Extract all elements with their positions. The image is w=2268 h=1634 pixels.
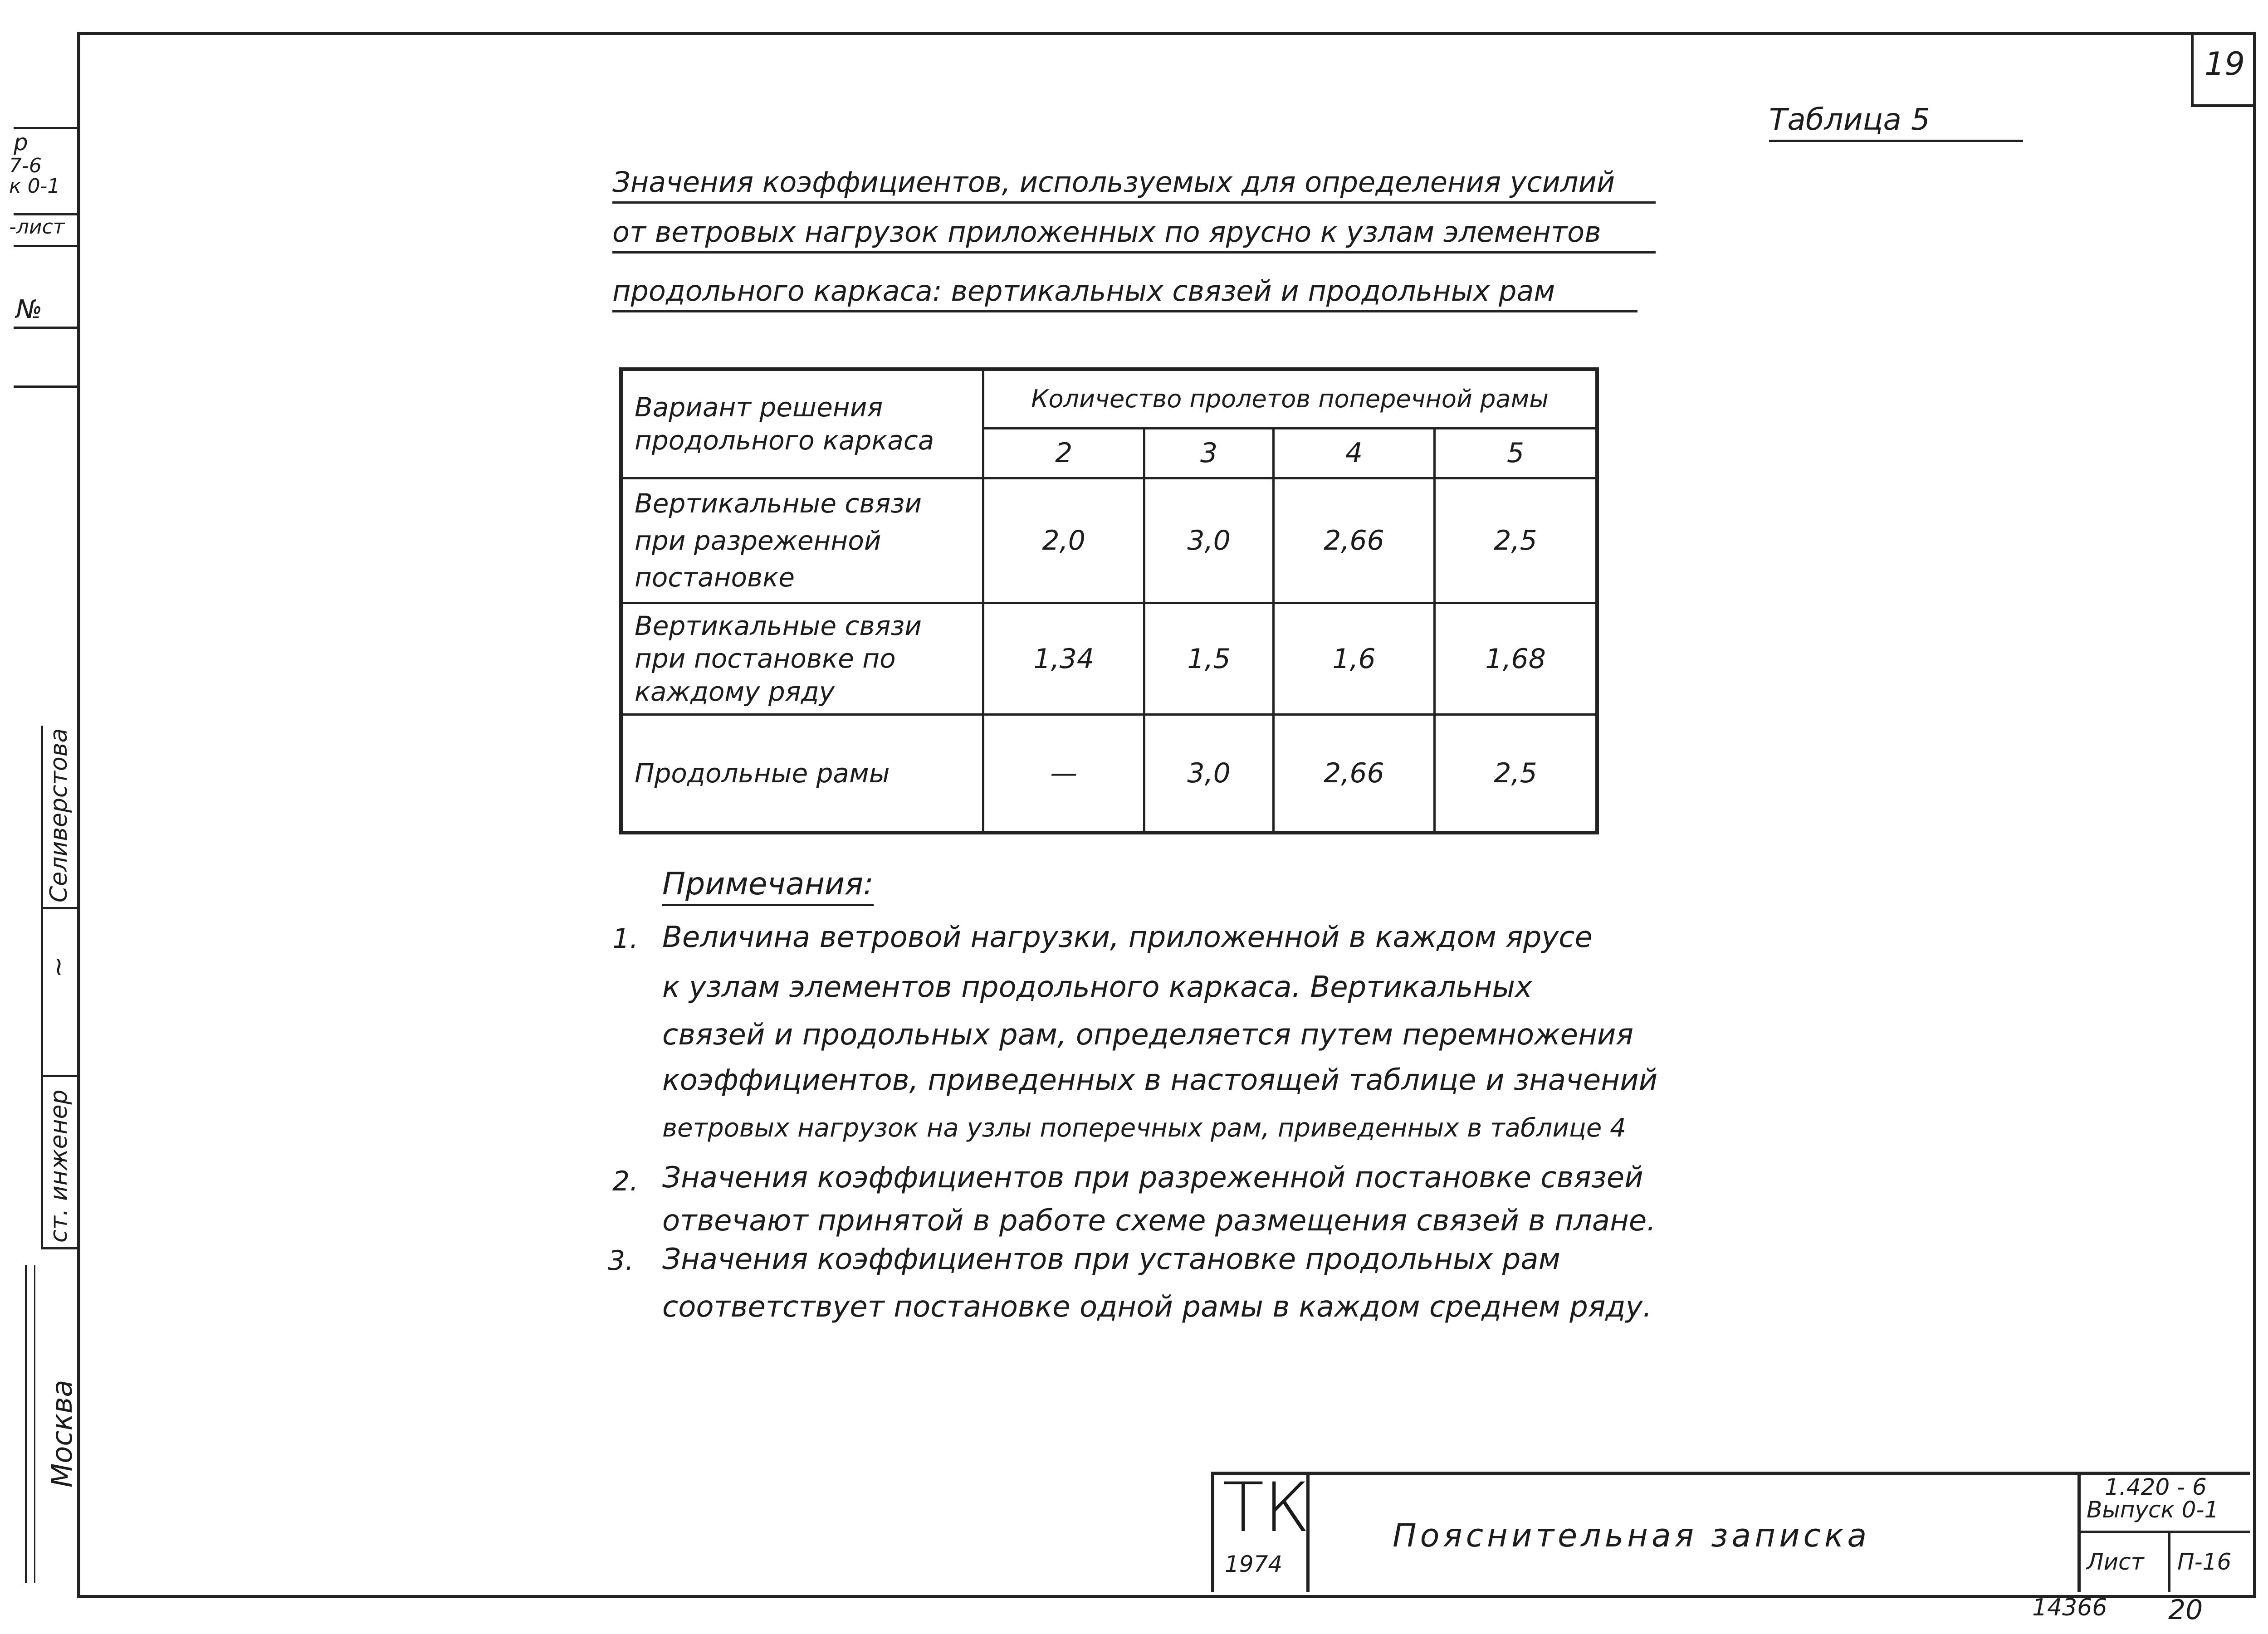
note-number: 2. — [612, 1166, 639, 1197]
row-label: Продольные рамы — [621, 714, 983, 833]
cell-value: 1,68 — [1435, 603, 1597, 714]
coefficient-table — [619, 367, 1599, 834]
cell-value: 2,0 — [983, 478, 1144, 603]
note-line: связей и продольных рам, определяется путем перемножения — [662, 1018, 1633, 1052]
note-line: коэффициентов, приведенных в настоящей таблице и значений — [662, 1063, 1658, 1097]
cell-value: 2,5 — [1435, 714, 1597, 833]
table-row — [621, 714, 1597, 833]
margin-city: Москва — [45, 1380, 78, 1488]
margin-role: ст. инженер — [45, 1089, 73, 1243]
row-label: Вертикальные связи при постановке по каждому ряду — [621, 603, 983, 714]
span-count: 3 — [1144, 428, 1273, 478]
table-row — [621, 603, 1597, 714]
notes-title: Примечания: — [662, 866, 874, 906]
title-line-2: от ветровых нагрузок приложенных по ярусно к узлам элементов — [612, 215, 1656, 254]
table-row — [621, 478, 1597, 603]
series-code: 1.420 - 6 — [2105, 1474, 2207, 1500]
cell-value: 1,34 — [983, 603, 1144, 714]
sheet-label: Лист — [2087, 1549, 2144, 1575]
note-line: соответствует постановке одной рамы в каждом среднем ряду. — [662, 1290, 1652, 1324]
note-number: 1. — [612, 923, 639, 955]
note-number: 3. — [608, 1245, 634, 1277]
note-line: отвечают принятой в работе схеме размещения связей в плане. — [662, 1204, 1656, 1238]
cell-value: 2,66 — [1273, 478, 1434, 603]
margin-name: Селиверстова — [45, 728, 73, 902]
note-line: к узлам элементов продольного каркаса. Вертикальных — [662, 971, 1532, 1004]
span-count: 4 — [1273, 428, 1434, 478]
note-line: ветровых нагрузок на узлы поперечных рам, приведенных в таблице 4 — [662, 1113, 1626, 1143]
cell-value: 1,5 — [1144, 603, 1273, 714]
note-line: Значения коэффициентов при установке продольных рам — [662, 1243, 1560, 1276]
inventory-number: 14366 — [2032, 1594, 2107, 1621]
cell-value: 1,6 — [1273, 603, 1434, 714]
cell-value: 3,0 — [1144, 714, 1273, 833]
note-line: Значения коэффициентов при разреженной постановке связей — [662, 1161, 1643, 1195]
document-title: Пояснительная записка — [1393, 1517, 1871, 1554]
cell-value: 2,5 — [1435, 478, 1597, 603]
row-label: Вертикальные связи при разреженной постановке — [621, 478, 983, 603]
span-count: 2 — [983, 428, 1144, 478]
sheet-value: П-16 — [2177, 1549, 2232, 1575]
table-label: Таблица 5 — [1769, 102, 2023, 142]
title-line-1: Значения коэффициентов, используемых для определения усилий — [612, 166, 1656, 204]
note-line: Величина ветровой нагрузки, приложенной в каждом ярусе — [662, 921, 1593, 954]
tk-mark: ТК — [1222, 1468, 1310, 1547]
left-margin: р 7-6 к 0-1 -лист № Селиверстова ст. инженер ~ Москва — [0, 0, 77, 1634]
issue-code: Выпуск 0-1 — [2087, 1497, 2219, 1523]
cell-value: — — [983, 714, 1144, 833]
cell-value: 3,0 — [1144, 478, 1273, 603]
footer-page: 20 — [2168, 1594, 2203, 1626]
signature: ~ — [43, 956, 73, 978]
title-line-3: продольного каркаса: вертикальных связей и продольных рам — [612, 274, 1637, 312]
span-count: 5 — [1435, 428, 1597, 478]
page-number: 19 — [2204, 45, 2245, 83]
stamp-year: 1974 — [1225, 1551, 1283, 1577]
cell-value: 2,66 — [1273, 714, 1434, 833]
header-spans: Количество пролетов поперечной рамы — [983, 369, 1598, 428]
header-variant: Вариант решения продольного каркаса — [621, 369, 983, 478]
